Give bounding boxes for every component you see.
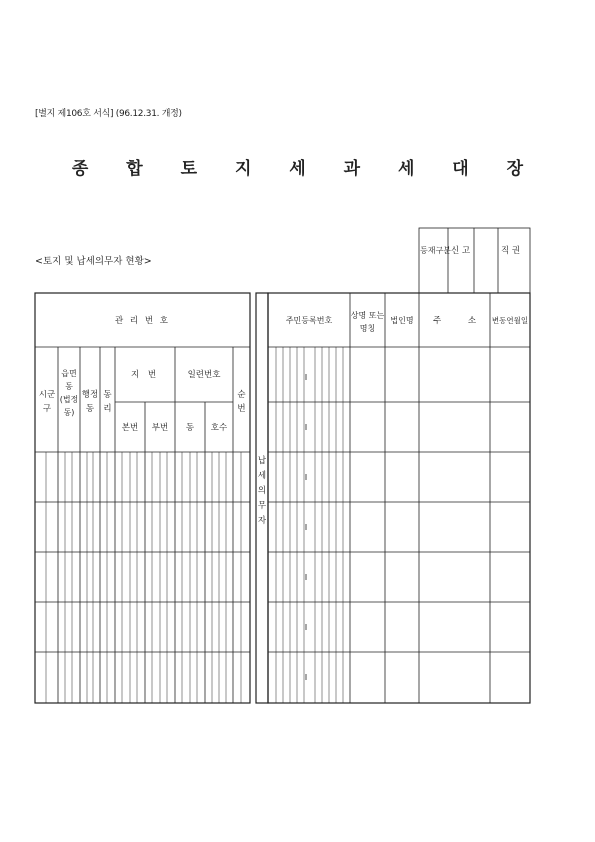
- corporation-name-header: 법인명: [390, 316, 414, 325]
- bubeon-header: 부번: [151, 423, 169, 433]
- haengjeong-dong-header: 행정 동: [81, 390, 99, 414]
- bonbeon-header: 본번: [121, 423, 139, 433]
- authority-label: 직 권: [501, 246, 521, 256]
- serial-number-header: 일련번호: [187, 370, 221, 380]
- registration-box: [419, 228, 530, 293]
- address-header: 주 소: [432, 316, 489, 326]
- management-number-header: 관 리 번 호: [115, 316, 170, 326]
- ri-header: 동 리: [103, 390, 112, 414]
- unit-number-header: 호수: [210, 423, 228, 433]
- name-header: 상명 또는 명칭: [350, 311, 385, 333]
- eupmyeondong-header: 읍면 동 (법정 동): [59, 369, 79, 417]
- section-label: <토지 및 납세의무자 현황>: [35, 256, 152, 267]
- resident-number-header: 주민등록번호: [285, 316, 333, 325]
- building-dong-header: 동: [185, 423, 195, 433]
- jibeon-header: 지 번: [130, 370, 160, 380]
- report-label: 신 고: [451, 246, 471, 256]
- form-number: [별지 제106호 서식] (96.12.31. 개정): [35, 109, 182, 119]
- taxpayer-label: 납 세 의 무 자: [257, 456, 267, 526]
- sigungu-header: 시군 구: [38, 390, 56, 414]
- registration-type-label: 등재구분: [420, 246, 451, 255]
- taxpayer-table: [268, 293, 530, 703]
- management-number-table: [35, 293, 250, 703]
- sequence-number-header: 순 번: [237, 390, 246, 414]
- document-title: 종 합 토 지 세 과 세 대 장: [71, 159, 540, 179]
- change-date-header: 변동연월일: [491, 316, 529, 325]
